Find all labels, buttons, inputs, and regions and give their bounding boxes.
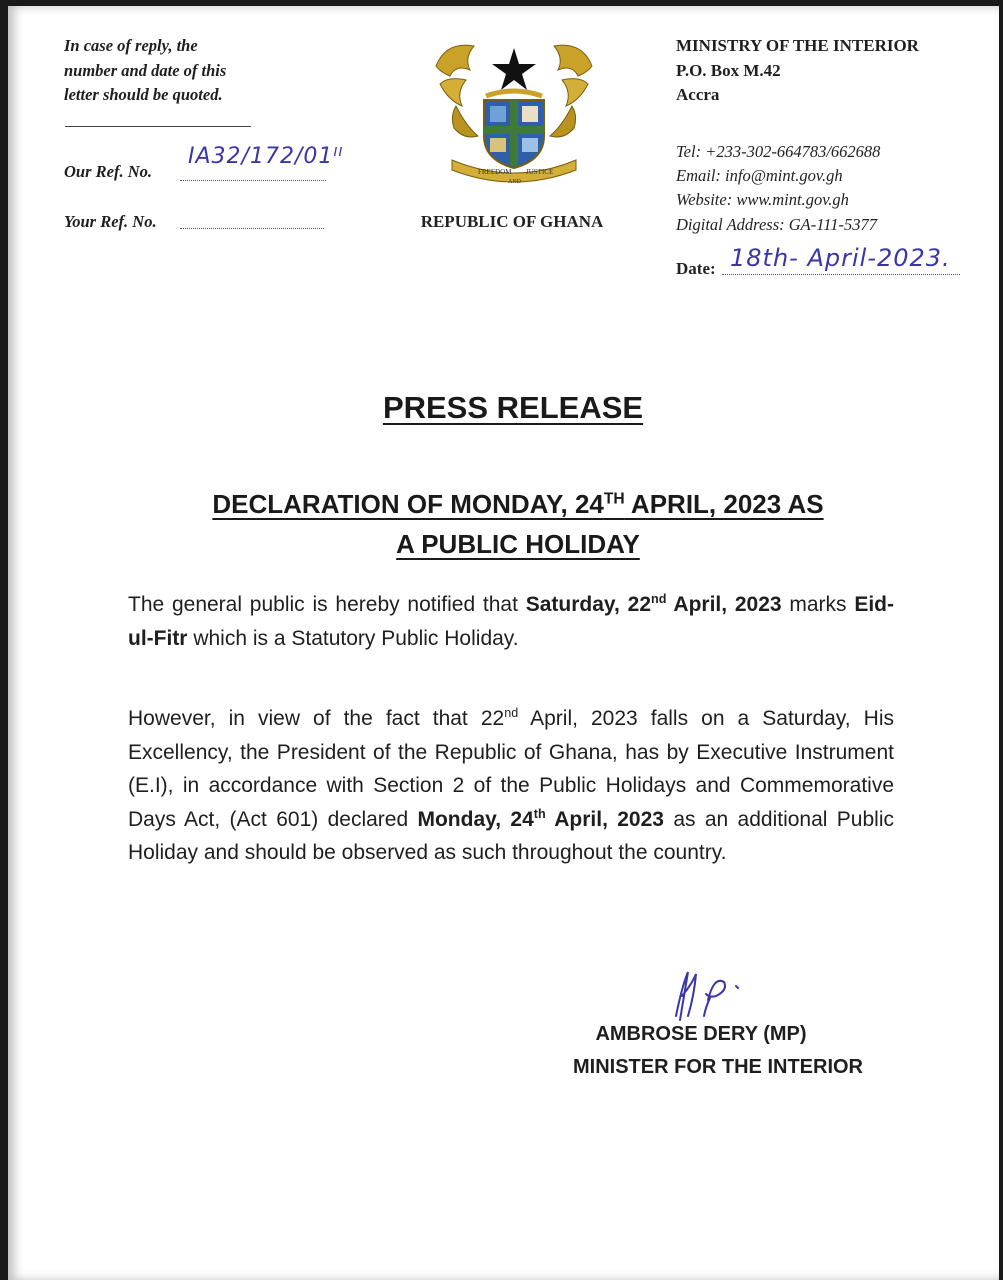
website: Website: www.mint.gov.gh — [676, 190, 849, 210]
ministry-contacts — [676, 140, 986, 237]
our-ref-label: Our Ref. No. — [64, 162, 153, 181]
reply-note-line-2: number and date of this — [64, 60, 227, 80]
digital-address: Digital Address: GA-111-5377 — [676, 214, 878, 234]
declaration-line-1: DECLARATION OF MONDAY, 24TH APRIL, 2023 AS — [212, 489, 824, 519]
date-label: Date: — [676, 259, 716, 278]
our-ref-value: IA32/172/01ᴵᴵ — [188, 144, 344, 169]
telephone: Tel: +233-302-664783/662688 — [676, 142, 881, 161]
reply-divider — [65, 126, 251, 127]
ministry-address — [676, 34, 976, 108]
city: Accra — [676, 85, 720, 104]
date-line — [722, 274, 960, 275]
press-release-title: PRESS RELEASE — [382, 390, 644, 425]
minister-signature — [658, 966, 778, 1026]
your-ref-line — [180, 228, 324, 229]
paragraph-declaration: However, in view of the fact that 22nd April, 2023 falls on a Saturday, His Excellency, the President of the Republic of Ghana, has by Executive Instrument (E.I), in accordance with Section 2 of the Public Holidays and Commemorative Days Act, (Act 601) declared Monday, 24th April, 2023 as an additional Public Holiday and should be observed as such throughout the country. — [128, 706, 894, 864]
signatory-block — [548, 1018, 888, 1084]
signatory-title: MINISTER FOR THE INTERIOR — [573, 1056, 863, 1078]
motto-and: AND — [508, 179, 521, 185]
reply-note-line-3: letter should be quoted. — [64, 85, 223, 104]
reply-note-line-1: In case of reply, the — [64, 36, 198, 55]
republic-of-ghana: REPUBLIC OF GHANA — [420, 212, 604, 231]
po-box: P.O. Box M.42 — [676, 60, 781, 80]
ministry-name: MINISTRY OF THE INTERIOR — [676, 36, 919, 55]
reply-instructions — [64, 34, 284, 108]
declaration-line-2: A PUBLIC HOLIDAY — [396, 529, 640, 559]
signatory-name: AMBROSE DERY (MP) — [595, 1023, 807, 1045]
email: Email: info@mint.gov.gh — [676, 166, 843, 186]
motto-justice: JUSTICE — [526, 168, 554, 176]
our-ref-line — [180, 180, 326, 181]
paragraph-notice: The general public is hereby notified that Saturday, 22nd April, 2023 marks Eid-ul-Fitr which is a Statutory Public Holiday. — [128, 592, 894, 650]
press-release-heading — [8, 390, 1003, 426]
your-ref-label: Your Ref. No. — [64, 212, 157, 231]
ghana-coat-of-arms — [426, 36, 602, 186]
letter-page — [8, 6, 999, 1280]
declaration-heading — [8, 484, 1003, 564]
date-value: 18th- April-2023. — [730, 244, 951, 272]
motto-freedom: FREEDOM — [478, 168, 512, 176]
